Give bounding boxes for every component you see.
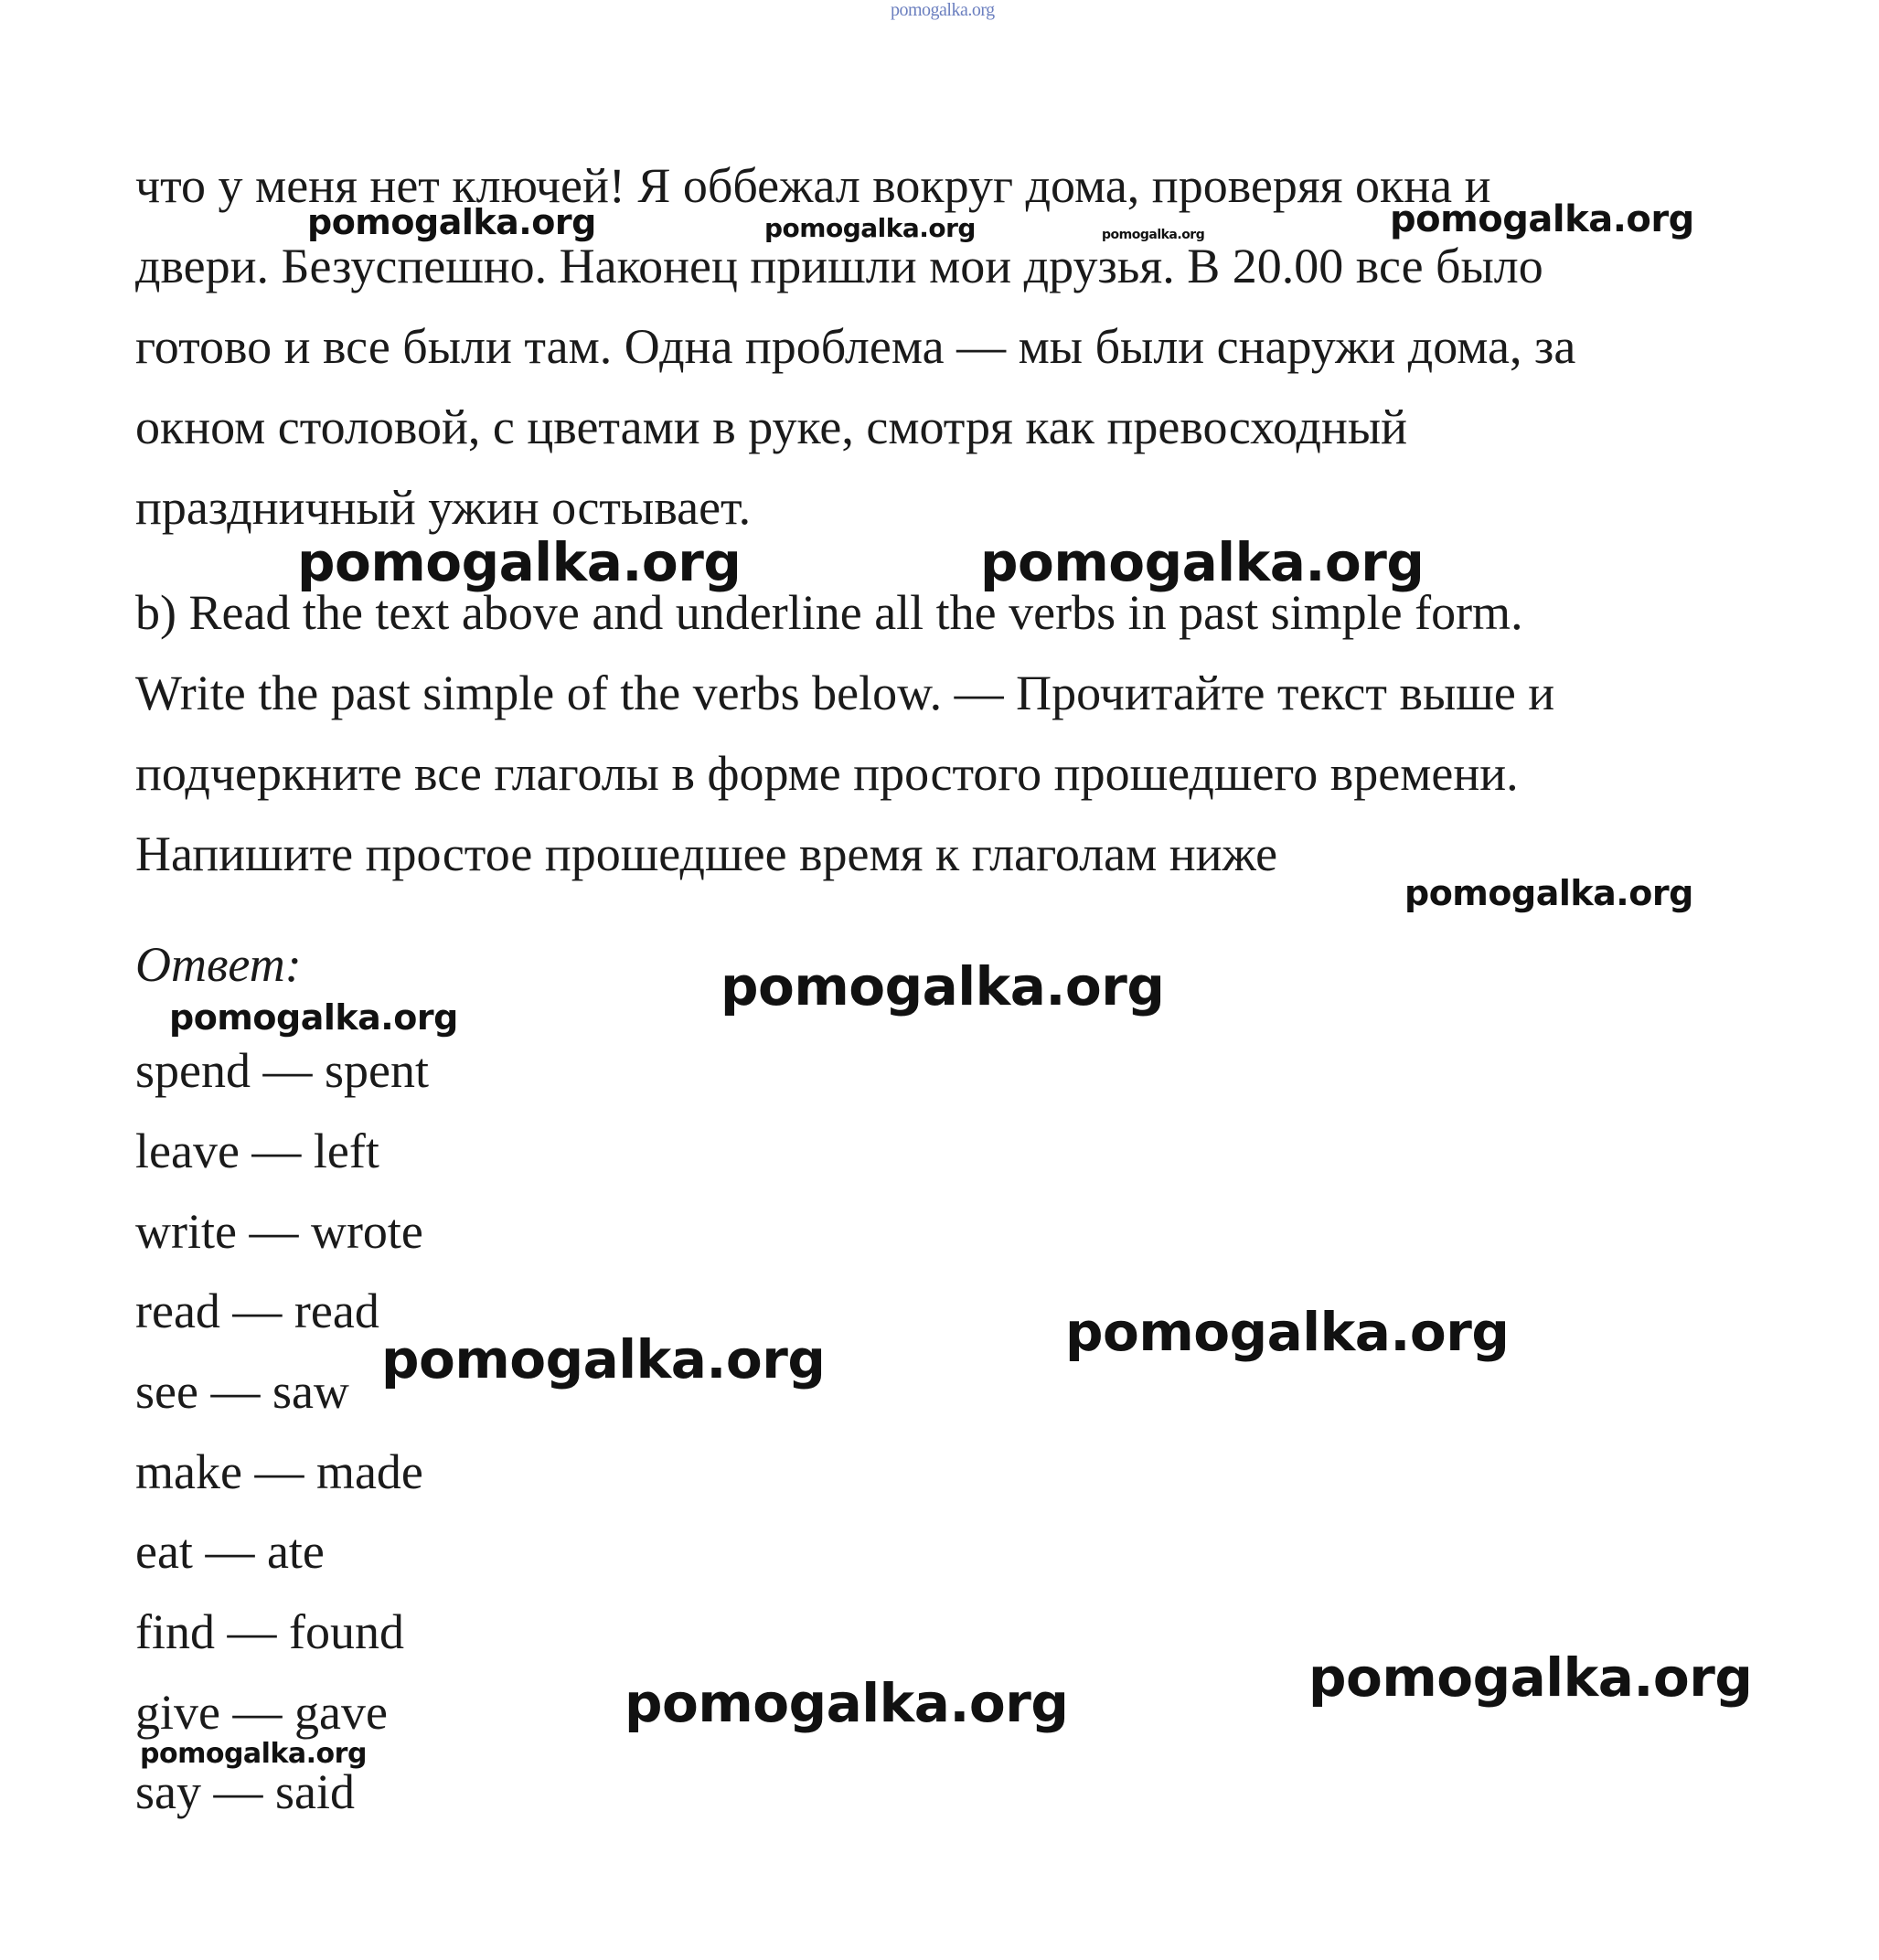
watermark: pomogalka.org bbox=[625, 1672, 1069, 1734]
story-line: праздничный ужин остывает. bbox=[135, 480, 752, 535]
answer-label: Ответ: bbox=[135, 937, 302, 992]
watermark: pomogalka.org bbox=[1065, 1301, 1510, 1363]
story-line: двери. Безуспешно. Наконец пришли мои друзья. В 20.00 все было bbox=[135, 239, 1543, 293]
watermark: pomogalka.org bbox=[381, 1328, 826, 1390]
watermark: pomogalka.org bbox=[1404, 873, 1693, 913]
watermark: pomogalka.org bbox=[764, 213, 976, 243]
watermark: pomogalka.org bbox=[307, 202, 596, 242]
verb-pair: read — read bbox=[135, 1284, 379, 1338]
watermark: pomogalka.org bbox=[297, 531, 742, 593]
story-line: что у меня нет ключей! Я оббежал вокруг дома, проверяя окна и bbox=[135, 158, 1491, 213]
verb-pair: leave — left bbox=[135, 1124, 379, 1178]
watermark: pomogalka.org bbox=[980, 531, 1425, 593]
verb-pair: see — saw bbox=[135, 1364, 349, 1419]
task-line: Write the past simple of the verbs below. — Прочитайте текст выше и bbox=[135, 666, 1555, 720]
verb-pair: give — gave bbox=[135, 1685, 388, 1740]
task-line: Напишите простое прошедшее время к глаголам ниже bbox=[135, 826, 1278, 881]
watermark: pomogalka.org bbox=[721, 955, 1165, 1017]
verb-pair: eat — ate bbox=[135, 1524, 325, 1579]
task-line: b) Read the text above and underline all the verbs in past simple form. bbox=[135, 585, 1523, 640]
watermark: pomogalka.org bbox=[1308, 1646, 1753, 1709]
verb-pair: make — made bbox=[135, 1444, 423, 1499]
task-line: подчеркните все глаголы в форме простого прошедшего времени. bbox=[135, 746, 1519, 801]
verb-pair: write — wrote bbox=[135, 1204, 423, 1259]
story-line: готово и все были там. Одна проблема — мы были снаружи дома, за bbox=[135, 319, 1576, 374]
verb-pair: spend — spent bbox=[135, 1043, 429, 1098]
watermark: pomogalka.org bbox=[1102, 228, 1205, 242]
watermark-top: pomogalka.org bbox=[891, 0, 995, 20]
watermark: pomogalka.org bbox=[140, 1738, 367, 1770]
watermark: pomogalka.org bbox=[1390, 198, 1694, 240]
watermark: pomogalka.org bbox=[169, 997, 458, 1038]
story-line: окном столовой, с цветами в руке, смотря как превосходный bbox=[135, 399, 1408, 454]
verb-pair: find — found bbox=[135, 1604, 404, 1659]
verb-pair: say — said bbox=[135, 1764, 355, 1819]
